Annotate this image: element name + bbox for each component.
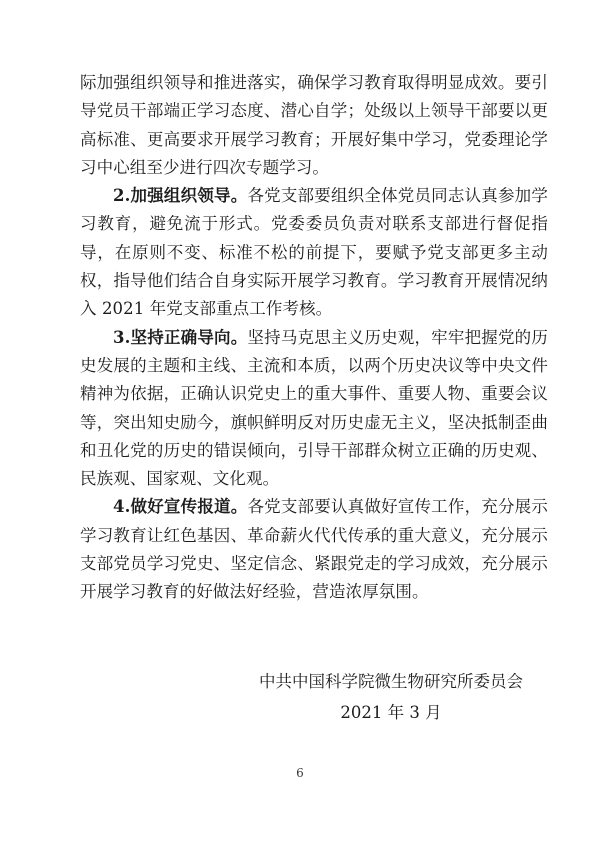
paragraph-item-3 xyxy=(80,324,548,494)
paragraph-lead: 2.加强组织领导。 xyxy=(113,186,248,206)
paragraph-text: 际加强组织领导和推进落实，确保学习教育取得明显成效。要引导党员干部端正学习态度、潜心自学；处级以上领导干部要以更高标准、更高要求开展学习教育；开展好集中学习，党委理论学习中心组至少进行四次专题学习。 xyxy=(80,73,548,177)
paragraph-lead: 3.坚持正确导向。 xyxy=(113,327,248,347)
signature-block xyxy=(259,672,523,723)
paragraph-item-2 xyxy=(80,182,548,323)
paragraph-lead: 4.做好宣传报道。 xyxy=(113,497,248,517)
paragraph-item-4 xyxy=(80,493,548,606)
page-number: 6 xyxy=(296,766,304,780)
signature-date: 2021 年 3 月 xyxy=(340,703,442,722)
paragraph-text: 坚持马克思主义历史观，牢牢把握党的历史发展的主题和主线、主流和本质，以两个历史决议等中央文件精神为依据，正确认识党史上的重大事件、重要人物、重要会议等，突出知史励今，旗帜鲜明反对历史虚无主义，坚决抵制歪曲和丑化党的历史的错误倾向，引导干部群众树立正确的历史观、民族观、国家观、文化观。 xyxy=(80,327,548,489)
paragraph-text: 各党支部要认真做好宣传工作，充分展示学习教育让红色基因、革命薪火代代传承的重大意义，充分展示支部党员学习党史、坚定信念、紧跟党走的学习成效，充分展示开展学习教育的好做法好经验，营造浓厚氛围。 xyxy=(80,497,548,602)
document-body xyxy=(80,69,548,607)
paragraph-text: 各党支部要组织全体党员同志认真参加学习教育，避免流于形式。党委委员负责对联系支部进行督促指导，在原则不变、标准不松的前提下，要赋予党支部更多主动权，指导他们结合自身实际开展学习教育。学习教育开展情况纳入 2021 年党支部重点工作考核。 xyxy=(80,186,548,319)
paragraph-continuation xyxy=(80,69,548,182)
signature-organization: 中共中国科学院微生物研究所委员会 xyxy=(259,672,523,691)
